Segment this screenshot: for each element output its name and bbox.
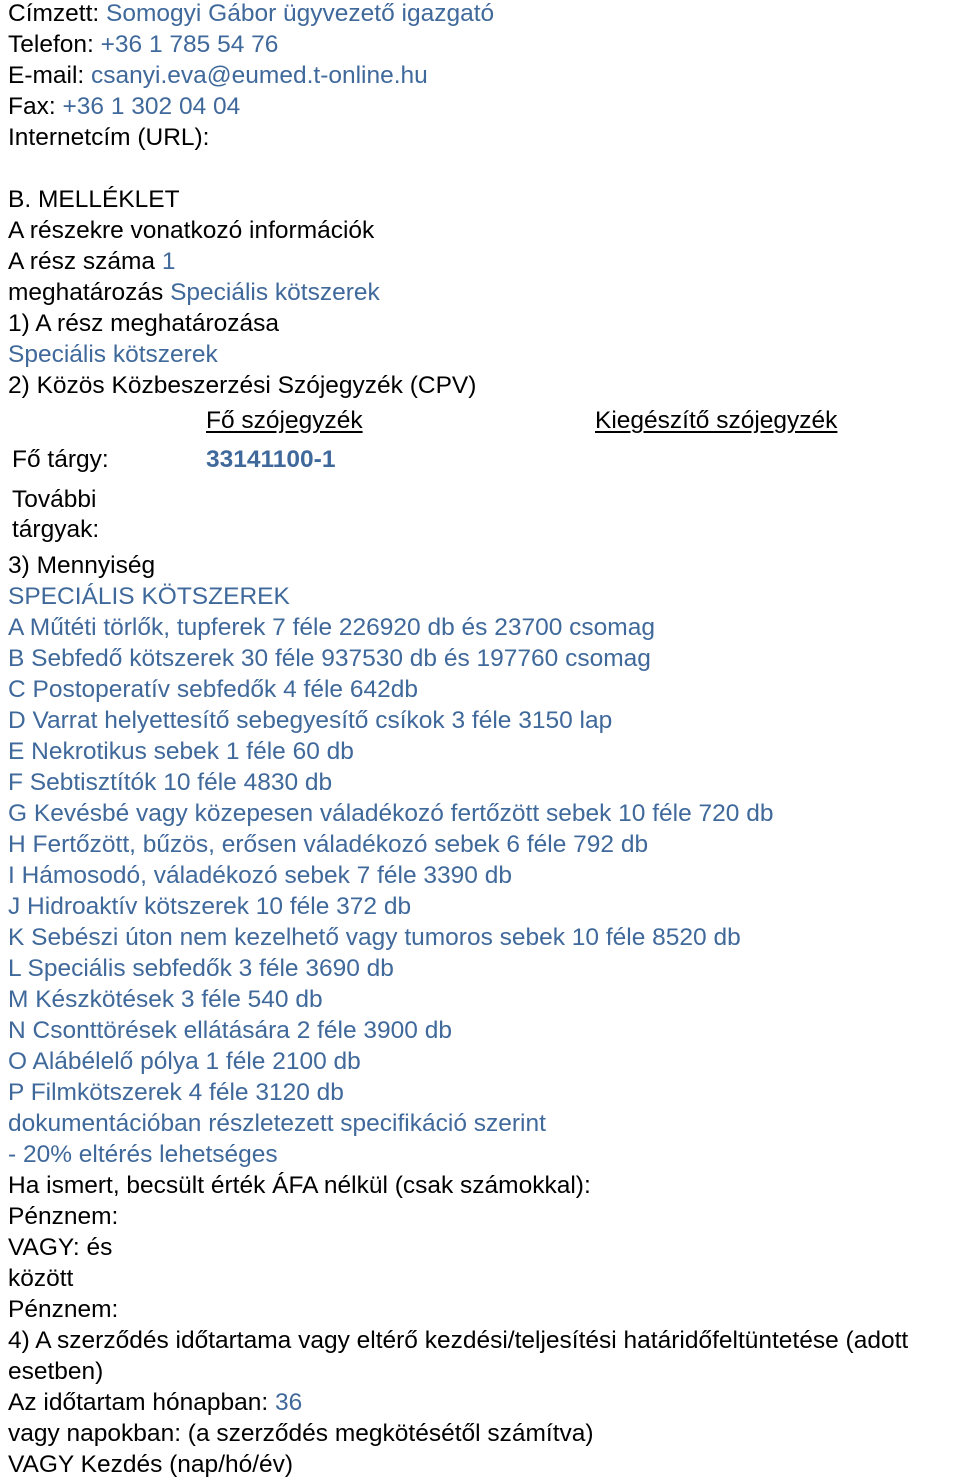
or-and-label: VAGY: és: [8, 1234, 113, 1261]
phone-value: +36 1 785 54 76: [100, 31, 279, 58]
email-row: [8, 62, 428, 92]
quantity-label: 3) Mennyiség: [8, 552, 156, 579]
list-item: B Sebfedő kötszerek 30 féle 937530 db és 197760 csomag: [8, 645, 651, 672]
definition-row: [8, 279, 380, 309]
section2-label: 2) Közös Közbeszerzési Szójegyzék (CPV): [8, 372, 477, 399]
recipient-row: [8, 0, 494, 30]
email-label: E-mail:: [8, 62, 85, 89]
list-item: M Készkötések 3 féle 540 db: [8, 986, 323, 1013]
days-label: vagy napokban: (a szerződés megkötésétől számítva): [8, 1420, 594, 1447]
currency-label-1: Pénznem:: [8, 1203, 119, 1230]
email-value: csanyi.eva@eumed.t-online.hu: [91, 62, 428, 89]
estimated-value-label: Ha ismert, becsült érték ÁFA nélkül (csak számokkal):: [8, 1172, 591, 1199]
main-object-label: Fő tárgy:: [12, 446, 109, 473]
section1-value: Speciális kötszerek: [8, 341, 218, 368]
months-value: 36: [274, 1389, 303, 1416]
url-row: [8, 124, 210, 154]
url-label: Internetcím (URL):: [8, 124, 210, 151]
phone-row: [8, 31, 278, 61]
definition-label: meghatározás: [8, 279, 164, 306]
definition-value: Speciális kötszerek: [170, 279, 380, 306]
fax-row: [8, 93, 240, 123]
list-item: O Alábélelő pólya 1 féle 2100 db: [8, 1048, 361, 1075]
list-item: K Sebészi úton nem kezelhető vagy tumoros sebek 10 féle 8520 db: [8, 924, 741, 951]
list-item: D Varrat helyettesítő sebegyesítő csíkok 3 féle 3150 lap: [8, 707, 613, 734]
list-item: N Csonttörések ellátására 2 féle 3900 db: [8, 1017, 452, 1044]
annex-subheading: A részekre vonatkozó információk: [8, 217, 375, 244]
between-label: között: [8, 1265, 74, 1292]
additional-objects-label-2: tárgyak:: [12, 516, 100, 543]
quantity-title: SPECIÁLIS KÖTSZEREK: [8, 583, 290, 610]
part-number-label: A rész száma: [8, 248, 156, 275]
list-item: C Postoperatív sebfedők 4 féle 642db: [8, 676, 418, 703]
supp-vocab-header: Kiegészítő szójegyzék: [595, 407, 838, 434]
deviation-note: - 20% eltérés lehetséges: [8, 1141, 278, 1168]
recipient-value: Somogyi Gábor ügyvezető igazgató: [106, 0, 495, 27]
list-item: I Hámosodó, váladékozó sebek 7 féle 3390 db: [8, 862, 512, 889]
part-number-row: [8, 248, 176, 278]
section1-label: 1) A rész meghatározása: [8, 310, 280, 337]
part-number-value: 1: [161, 248, 176, 275]
list-item: L Speciális sebfedők 3 féle 3690 db: [8, 955, 394, 982]
list-item: G Kevésbé vagy közepesen váladékozó fertőzött sebek 10 féle 720 db: [8, 800, 774, 827]
duration-label-line1: 4) A szerződés időtartama vagy eltérő kezdési/teljesítési határidőfeltüntetése (adott: [8, 1327, 909, 1354]
start-label: VAGY Kezdés (nap/hó/év): [8, 1451, 294, 1478]
phone-label: Telefon:: [8, 31, 94, 58]
list-item: H Fertőzött, bűzös, erősen váladékozó sebek 6 féle 792 db: [8, 831, 649, 858]
list-item: F Sebtisztítók 10 féle 4830 db: [8, 769, 333, 796]
duration-label-line2: esetben): [8, 1358, 104, 1385]
annex-heading: B. MELLÉKLET: [8, 186, 180, 213]
fax-label: Fax:: [8, 93, 56, 120]
list-item: A Műtéti törlők, tupferek 7 féle 226920 db és 23700 csomag: [8, 614, 655, 641]
months-row: [8, 1389, 302, 1419]
list-item: J Hidroaktív kötszerek 10 féle 372 db: [8, 893, 412, 920]
fax-value: +36 1 302 04 04: [62, 93, 241, 120]
list-item: E Nekrotikus sebek 1 féle 60 db: [8, 738, 354, 765]
additional-objects-label-1: További: [12, 486, 97, 513]
main-object-code: 33141100-1: [206, 446, 336, 473]
main-vocab-header: Fő szójegyzék: [206, 407, 363, 434]
months-label: Az időtartam hónapban:: [8, 1389, 269, 1416]
list-item: P Filmkötszerek 4 féle 3120 db: [8, 1079, 344, 1106]
currency-label-2: Pénznem:: [8, 1296, 119, 1323]
recipient-label: Címzett:: [8, 0, 100, 27]
spec-note: dokumentációban részletezett specifikáció szerint: [8, 1110, 546, 1137]
